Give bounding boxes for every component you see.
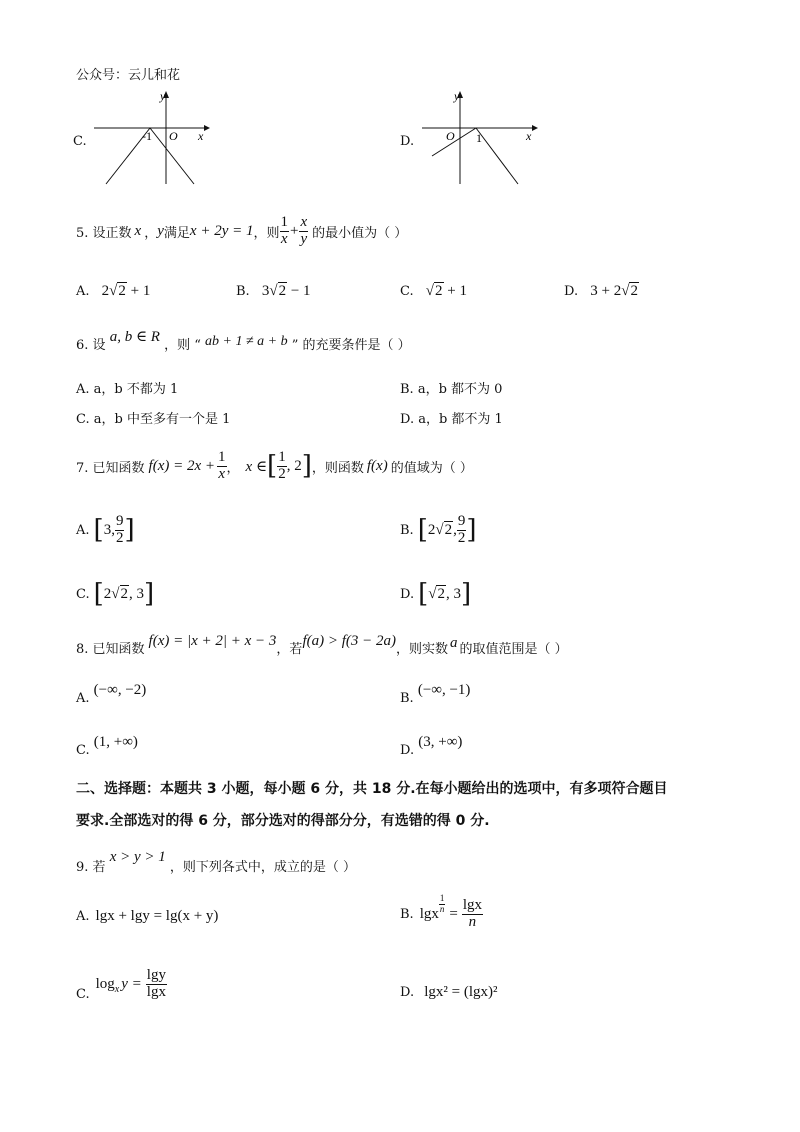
q4-graph-d — [420, 86, 550, 186]
q7-domain-tail: , 2 — [286, 457, 302, 474]
q5-prefix: 5. 设正数 — [76, 225, 132, 241]
q6-prefix: 6. 设 — [76, 338, 106, 353]
q4-c-intercept: -1 — [142, 129, 152, 143]
q8-option-a: A. (−∞, −2) — [76, 682, 147, 706]
header-watermark: 公众号：云儿和花 — [76, 68, 181, 83]
q7-frac: $\frac{1}{x}$ — [218, 448, 226, 482]
q8-fx: f(x) = |x + 2| + x − 3 — [148, 632, 277, 649]
q7-domain-frac: $\frac{1}{2}$ — [278, 448, 286, 482]
q5-var-y: y — [157, 222, 164, 239]
q4-c-axis-x: x — [198, 129, 204, 143]
q5-option-b: B. 3√2 − 1 — [236, 283, 311, 299]
q4-d-intercept: 1 — [476, 131, 482, 145]
q4-d-axis-x: x — [526, 129, 532, 143]
q5-stem — [76, 206, 407, 256]
section2-line1: 二、选择题：本题共 3 小题，每小题 6 分，共 18 分.在每小题给出的选项中，有多项符合题目 — [76, 781, 668, 797]
q9-stem — [76, 846, 357, 875]
q9-d-expr: lgx² = (lgx)² — [424, 984, 498, 1000]
q6-expr: ab + 1 ≠ a + b — [205, 334, 288, 349]
q9-option-c: C. log x y = $\frac{\lg y}{\lg x}$ — [76, 966, 166, 1002]
q8-option-b: B. (−∞, −1) — [400, 682, 471, 706]
q5-option-a: A. 2√2 + 1 — [76, 283, 151, 299]
q7-comma: ， — [226, 460, 240, 476]
q6-mid: ，则 “ — [164, 338, 201, 353]
q5-frac-1: $\frac{1}{x}$ — [280, 213, 288, 247]
q6-set: a, b ∈ R — [109, 329, 160, 345]
q4-c-axis-y: y — [160, 89, 166, 103]
q7-domain-pre: x ∈ — [245, 458, 268, 475]
q8-stem — [76, 630, 568, 664]
q5-option-d: D. 3 + 2√2 — [564, 283, 638, 299]
q5-option-d-label: D. — [564, 284, 579, 299]
q6-suffix: ” 的充要条件是（ ） — [291, 338, 411, 353]
q4-option-c-label: C. — [73, 134, 87, 149]
q5-cond-text: 满足 — [163, 225, 190, 241]
q9-cond: x > y > 1 — [109, 849, 166, 865]
q5-var-x: x — [134, 222, 142, 239]
q5-suffix: 的最小值为（ ） — [312, 225, 408, 241]
q6-stem — [76, 329, 411, 354]
q5-cond-math: x + 2y = 1 — [189, 222, 254, 239]
q4-graph-c — [92, 86, 222, 186]
q8-then: ，则实数 — [396, 641, 449, 657]
q7-stem: 7. 已知函数 f(x) = 2x + $\frac{1}{x}$ ， x ∈ [ $\frac{1}{2}$ , 2 ] ，则函数 f(x) 的值域为（ ） — [76, 448, 473, 482]
section2-line2: 要求.全部选对的得 6 分，部分选对的得部分分，有选错的得 0 分. — [76, 813, 490, 829]
q7-option-d: D. [ √2, 3 ] — [400, 579, 472, 609]
q8-if: ，若 — [276, 641, 303, 657]
q8-suffix: 的取值范围是（ ） — [459, 641, 568, 657]
q9-suffix: ，则下列各式中，成立的是（ ） — [169, 860, 357, 875]
q8-ineq: f(a) > f(3 − 2a) — [302, 632, 396, 649]
q5-then: ，则 — [253, 225, 280, 241]
q7-option-c: C. [ 2√2, 3 ] — [76, 579, 155, 609]
q9-prefix: 9. 若 — [76, 860, 106, 875]
q8-option-d: D. (3, +∞) — [400, 734, 463, 758]
q9-a-expr: lgx + lgy = lg(x + y) — [95, 908, 219, 924]
q5-plus: + — [290, 222, 299, 239]
q8-option-c: C. (1, +∞) — [76, 734, 138, 758]
q6-option-c: C. a，b 中至多有一个是 1 — [76, 412, 231, 427]
q9-option-a: A. lgx + lgy = lg(x + y) — [76, 908, 219, 924]
q9-option-d: D. lgx² = (lgx)² — [400, 984, 498, 1000]
q7-suffix: 的值域为（ ） — [390, 460, 473, 476]
q5-option-b-label: B. — [236, 284, 250, 299]
q5-option-a-label: A. — [76, 284, 90, 299]
q4-option-d-label: D. — [400, 134, 415, 149]
q6-option-a: A. a，b 不都为 1 — [76, 382, 179, 397]
q7-then: ，则函数 — [311, 460, 364, 476]
q4-c-origin: O — [169, 129, 178, 143]
q5-option-c-label: C. — [400, 284, 414, 299]
q6-option-d: D. a，b 都不为 1 — [400, 412, 503, 427]
q7-option-a: A. [ 3, $\frac{9}{2}$ ] — [76, 512, 135, 546]
q6-option-b: B. a，b 都不为 0 — [400, 382, 503, 397]
q8-a: a — [450, 634, 458, 651]
q7-fx2: f(x) — [366, 457, 388, 474]
q5-sep: ， — [144, 225, 158, 241]
q9-option-b: B. lgx $\frac{1}{n}$ = $\frac{\lg x}{n}$ — [400, 893, 482, 930]
q4-d-origin: O — [446, 129, 455, 143]
q8-prefix: 8. 已知函数 — [76, 641, 145, 657]
q7-option-b: B. [ 2√2, $\frac{9}{2}$ ] — [400, 512, 477, 546]
q5-option-c: C. √2 + 1 — [400, 283, 467, 299]
q5-frac-2: $\frac{x}{y}$ — [300, 213, 308, 247]
q7-prefix: 7. 已知函数 — [76, 460, 145, 476]
q7-fx: f(x) = 2x + — [148, 457, 216, 474]
q4-d-axis-y: y — [454, 89, 460, 103]
